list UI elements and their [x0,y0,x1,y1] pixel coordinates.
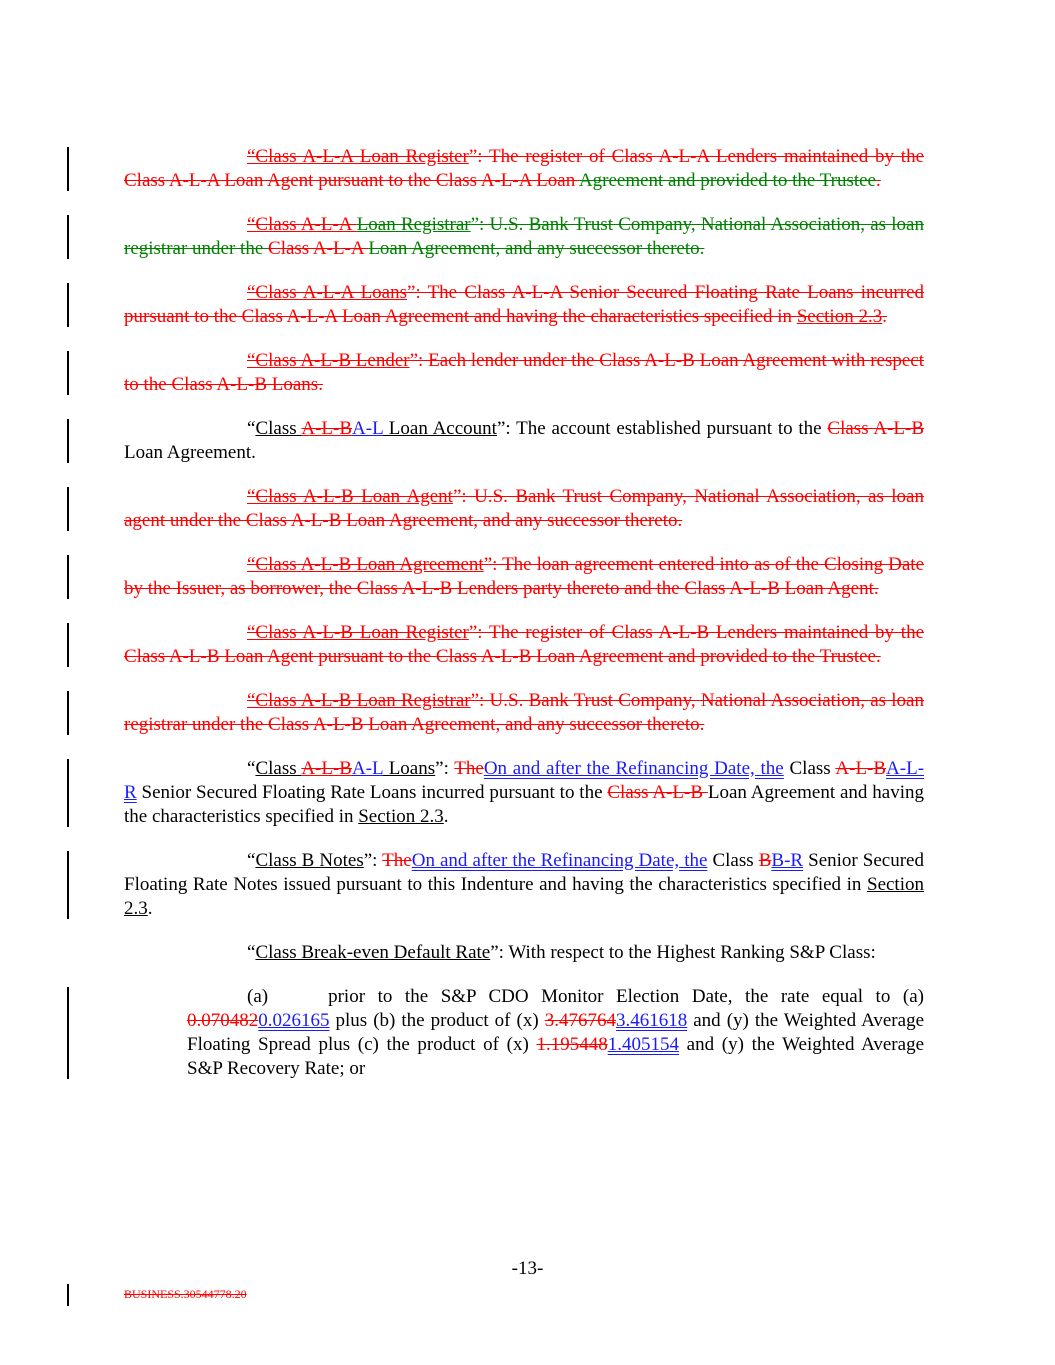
inserted-text: 3.461618 [615,1010,688,1031]
deleted-text: ”: The register of Class A-L-A Lenders maintained by the Class A-L-A Loan Agent pursuant to the Class A-L-A Loan [124,146,924,191]
deleted-text: ”: U.S. Bank Trust Company, National Association, as loan registrar under the Class A-L-B Loan Agreement, and any successor thereto. [124,690,924,735]
deleted-text: “Class A-L-B Loan Agreement [247,554,484,575]
text: ”: The account established pursuant to the [496,418,828,439]
deleted-text: “Class A-L-A [247,214,357,235]
deleted-text: “Class A-L-B Loan Registrar [247,690,471,711]
deleted-text: ”: The Class A-L-A Senior Secured Floating Rate Loans incurred pursuant to the Class A-L-A Loan Agreement and having the characteristics specified in [124,282,924,327]
definition-paragraph [0,145,1055,193]
deleted-text: ”: The register of Class A-L-B Lenders maintained by the Class A-L-B Loan Agent pursuant to the Class A-L-B Loan Agreement and provided to the Trustee. [124,622,924,667]
change-bar [67,623,69,667]
deleted-text: Class A-L-B [827,418,925,439]
text: “ [247,850,256,871]
change-bar [67,987,69,1079]
moved-deleted-text: ”: U.S. Bank Trust Company, National Association, as loan registrar under the [124,214,924,259]
deleted-text: A-L-B [301,758,352,779]
text: Loan Agreement. [124,442,256,463]
inserted-text: A-L-R [124,758,925,803]
underlined-text: Class [255,418,302,439]
moved-deleted-text: Loan Agreement, and any successor thereto. [368,238,705,259]
text: and (y) the Weighted Average Floating Spread plus (c) the product of (x) [187,1010,925,1055]
deleted-text: . [882,306,887,327]
text: ”: With respect to the Highest Ranking S&P Class: [490,942,876,963]
deleted-text: A-L-B [835,758,887,779]
text: (a) [247,986,269,1007]
definition-paragraph [0,849,1055,921]
deleted-text: B [758,850,772,871]
underlined-text: Class [255,758,302,779]
deleted-text: “Class A-L-B Loan Agent [247,486,453,507]
text: plus (b) the product of (x) [329,1010,545,1031]
change-bar [67,351,69,395]
inserted-text: B-R [771,850,804,871]
deleted-text: “Class A-L-B Lender [247,350,410,371]
text: . [443,806,449,827]
deleted-text: “Class A-L-A Loan Register [247,146,469,167]
deleted-text: . [876,170,881,191]
change-bar [67,691,69,735]
underlined-text: Loans [382,758,436,779]
deleted-text: “Class A-L-A Loans [247,282,408,303]
underlined-text: Class B Notes [255,850,364,871]
definition-paragraph [0,417,1055,465]
definition-paragraph [0,213,1055,261]
change-bar [67,147,69,191]
change-bar [67,1284,69,1306]
text: Senior Secured Floating Rate Loans incurred pursuant to the [136,782,608,803]
change-bar [67,487,69,531]
deleted-text: 0.070482 [187,1010,259,1031]
deleted-text: “Class A-L-B Loan Register [247,622,469,643]
underlined-text: Loan Account [382,418,497,439]
change-bar [67,555,69,599]
deleted-text: ”: Each lender under the Class A-L-B Loan Agreement with respect to the Class A-L-B Loans. [124,350,925,395]
text: “ [247,418,256,439]
deleted-text: Section 2.3 [796,306,883,327]
deleted-text: 1.195448 [536,1034,608,1055]
deleted-text: ”: U.S. Bank Trust Company, National Association, as loan agent under the Class A-L-B Loan Agreement, and any successor thereto. [124,486,924,531]
definition-paragraph [0,757,1055,829]
text: ”: [435,758,455,779]
text: Senior Secured Floating Rate Notes issued pursuant to this Indenture and having the characteristics specified in [124,850,924,895]
definition-paragraph [0,621,1055,669]
definition-paragraph [0,553,1055,601]
inserted-text: 0.026165 [258,1010,330,1031]
inserted-text: On and after the Refinancing Date, the [483,758,784,779]
inserted-text: 1.405154 [607,1034,679,1055]
text: Class [783,758,836,779]
moved-deleted-text: Loan Registrar [356,214,471,235]
moved-deleted-text: Agreement and provided to the Trustee [578,170,876,191]
change-bar [67,759,69,827]
document-id: BUSINESS.30544778.20 [124,1287,247,1301]
definition-paragraph [0,689,1055,737]
text: Class [707,850,759,871]
change-bar [67,851,69,919]
underlined-text: Section 2.3 [124,874,924,919]
inserted-text: A-L [352,418,383,439]
change-bar [67,419,69,463]
definition-paragraph [0,485,1055,533]
deleted-text: Class A-L-B [607,782,708,803]
text: and (y) the Weighted Average S&P Recovery Rate; or [187,1034,925,1079]
page-number: -13- [511,1258,544,1279]
deleted-text: The [454,758,484,779]
definition-paragraph [0,941,1055,965]
document-body [0,145,1055,1101]
text: “ [247,942,256,963]
deleted-text: A-L-B [301,418,353,439]
underlined-text: Section 2.3 [358,806,444,827]
deleted-text: 3.476764 [544,1010,616,1031]
text: Loan Agreement and having the characteristics specified in [124,782,924,827]
deleted-text: Class A-L-A [268,238,369,259]
text: . [147,898,153,919]
change-bar [67,283,69,327]
definition-paragraph [0,349,1055,397]
inserted-text: On and after the Refinancing Date, the [411,850,708,871]
inserted-text: A-L [351,758,383,779]
deleted-text: The [382,850,412,871]
change-bar [67,215,69,259]
text: “ [247,758,256,779]
text: ”: [363,850,383,871]
deleted-text: ”: The loan agreement entered into as of the Closing Date by the Issuer, as borrower, the Class A-L-B Lenders party thereto and the Class A-L-B Loan Agent. [124,554,924,599]
underlined-text: Class Break-even Default Rate [255,942,491,963]
sub-paragraph [0,985,1055,1081]
text: prior to the S&P CDO Monitor Election Date, the rate equal to (a) [328,986,924,1007]
definition-paragraph [0,281,1055,329]
